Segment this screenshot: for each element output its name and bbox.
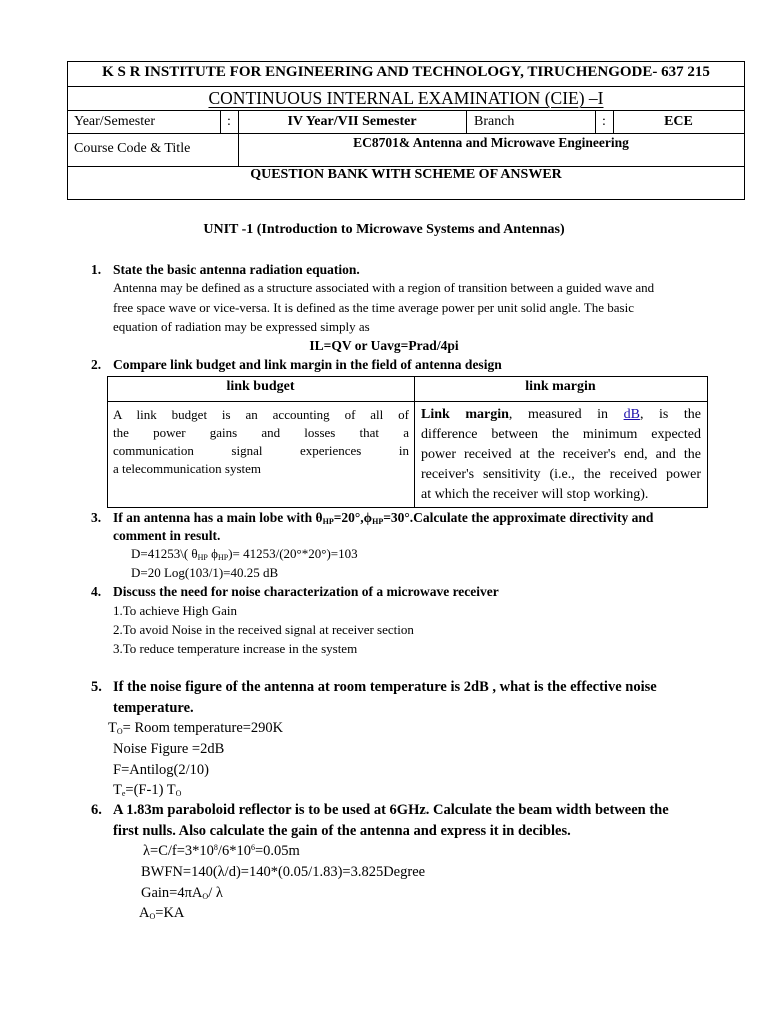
q6-number: 6. xyxy=(91,802,102,818)
q3-text: If an antenna has a main lobe with $\theta_{HP}=20^\circ,\phi_{HP}=30^\circ.Calculate$ the approximate directivity and xyxy=(113,510,654,526)
q3-text-line2: comment in result. xyxy=(113,528,221,543)
q2-text: Compare link budget and link margin in the field of antenna design xyxy=(113,357,502,372)
link-budget-text: communication signal experiences in xyxy=(113,443,409,458)
q5-answer-line: $T_e=(F-1)$ $T_O$ xyxy=(113,782,182,798)
q5-number: 5. xyxy=(91,679,102,695)
q6-answer-line: $\lambda=C/f=3*10^8/6*10^6=0.05m$ xyxy=(143,843,300,859)
q5-answer-line: Noise Figure =2dB xyxy=(113,741,225,757)
q1-text: State the basic antenna radiation equation. xyxy=(113,262,360,277)
link-margin-text: receiver's sensitivity (i.e., the received power xyxy=(421,467,701,482)
link-budget-text: A link budget is an accounting of all of xyxy=(113,407,409,422)
q4-answer-line: 1.To achieve High Gain xyxy=(113,603,237,618)
q3-answer-line: D=20 Log(103/1)=40.25 dB xyxy=(131,565,279,580)
link-margin-text: difference between the minimum expected xyxy=(421,427,701,442)
course-label: Course Code & Title xyxy=(74,141,191,156)
link-margin-text: at which the receiver will stop working). xyxy=(421,487,649,502)
year-colon: : xyxy=(227,114,231,129)
link-margin-first-line: Link margin, measured in dB, is the xyxy=(421,407,701,422)
q6-text-line2: first nulls. Also calculate the gain of the antenna and express it in decibles. xyxy=(113,823,571,839)
link-budget-text: the power gains and losses that a xyxy=(113,425,409,440)
year-semester-value: IV Year/VII Semester xyxy=(287,114,417,129)
q3-answer-line: D=41253\( $\theta_{HP}$ $\phi_{HP})= 41253/(20^\circ*20^\circ)=103$ xyxy=(131,546,358,562)
q5-answer-line: $T_O=$ Room temperature=290K xyxy=(108,720,284,736)
branch-label: Branch xyxy=(474,114,515,129)
q1-number: 1. xyxy=(91,262,102,277)
branch-colon: : xyxy=(602,114,606,129)
year-semester-label: Year/Semester xyxy=(74,114,156,129)
db-link[interactable]: dB xyxy=(623,407,640,422)
q4-answer-line: 2.To avoid Noise in the received signal at receiver section xyxy=(113,622,414,637)
q3-number: 3. xyxy=(91,510,102,525)
unit-title: UNIT -1 (Introduction to Microwave Systems and Antennas) xyxy=(203,222,565,237)
q4-number: 4. xyxy=(91,584,102,599)
exam-title: CONTINUOUS INTERNAL EXAMINATION (CIE) –I xyxy=(208,88,604,108)
q2-number: 2. xyxy=(91,357,102,372)
q6-answer-line: $Gain=4\pi A_O/$ λ xyxy=(141,885,223,901)
q6-answer-line: $A_O=KA$ xyxy=(139,905,185,921)
link-margin-term: Link margin xyxy=(421,407,509,422)
q5-text: If the noise figure of the antenna at room temperature is 2dB , what is the effective noise xyxy=(113,679,657,695)
q4-answer-line: 3.To reduce temperature increase in the system xyxy=(113,641,358,656)
question-bank-title: QUESTION BANK WITH SCHEME OF ANSWER xyxy=(250,167,562,182)
q5-answer-line: F=Antilog(2/10) xyxy=(113,762,209,778)
q1-answer-line: Antenna may be defined as a structure associated with a region of transition between a guided wave and xyxy=(113,280,655,295)
link-margin-header: link margin xyxy=(525,379,596,394)
institute-name: K S R INSTITUTE FOR ENGINEERING AND TECHNOLOGY, TIRUCHENGODE- 637 215 xyxy=(102,64,710,80)
q4-text: Discuss the need for noise characterization of a microwave receiver xyxy=(113,584,499,599)
branch-value: ECE xyxy=(664,114,693,129)
q5-text-line2: temperature. xyxy=(113,700,194,716)
link-budget-header: link budget xyxy=(226,379,295,394)
q6-answer-line: BWFN=140(λ/d)=140*(0.05/1.83)=3.825Degree xyxy=(141,864,426,880)
link-margin-text: power received at the receiver's end, and the xyxy=(421,447,701,462)
q1-answer-line: free space wave or vice-versa. It is defined as the time average power per unit solid angle. The basic xyxy=(113,300,634,315)
q1-answer-line: equation of radiation may be expressed simply as xyxy=(113,319,370,334)
course-value: EC8701& Antenna and Microwave Engineering xyxy=(353,135,629,150)
link-budget-text: a telecommunication system xyxy=(113,461,262,476)
q1-equation: IL=QV or Uavg=Prad/4pi xyxy=(309,338,459,353)
q6-text: A 1.83m paraboloid reflector is to be used at 6GHz. Calculate the beam width between the xyxy=(113,802,669,818)
